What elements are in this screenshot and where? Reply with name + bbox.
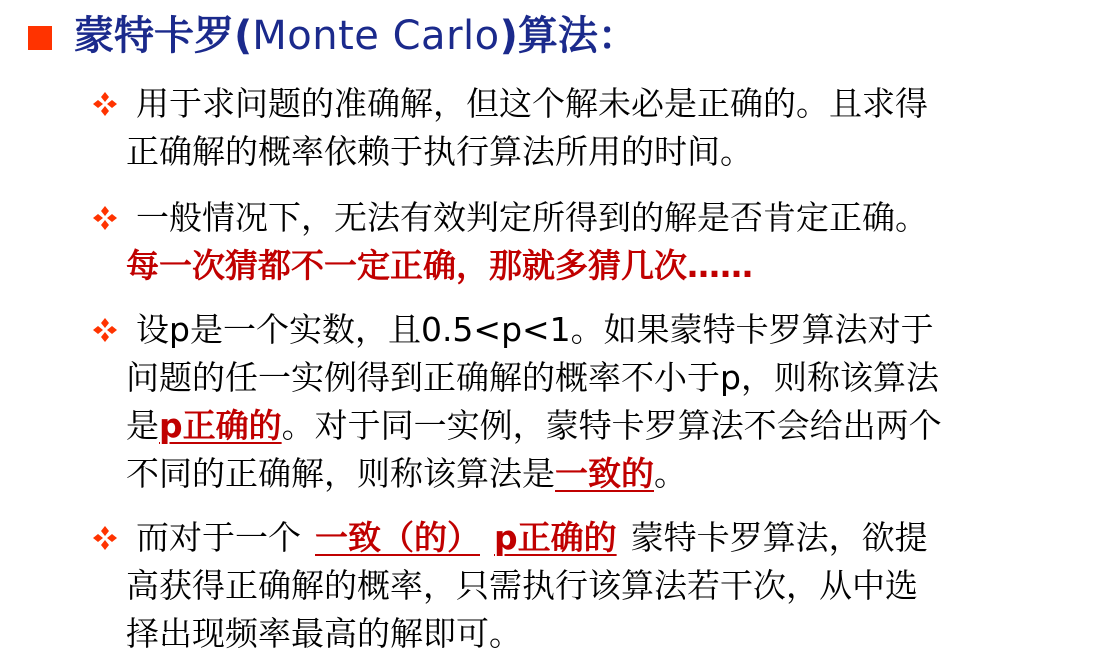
item-3-line-4 xyxy=(90,450,1100,498)
term-p-correct: p正确的 xyxy=(159,406,282,445)
bullet-item-2 xyxy=(90,194,1100,290)
diamond-bullet-icon xyxy=(90,194,124,242)
item-3-line-3 xyxy=(90,402,1100,450)
item-4-line-1-prefix: 而对于一个 xyxy=(136,518,301,557)
slide-title xyxy=(74,8,638,64)
bullet-item-4 xyxy=(90,514,1100,658)
item-3-line-2: 问题的任一实例得到正确解的概率不小于p，则称该算法 xyxy=(126,358,939,397)
item-3-line-4-suffix: 。 xyxy=(654,454,687,493)
term-p-correct-2: p正确的 xyxy=(494,518,617,557)
title-row xyxy=(28,8,638,64)
diamond-bullet-icon xyxy=(90,306,124,354)
title-close-paren: ) xyxy=(499,13,518,59)
item-3-line-3-prefix: 是 xyxy=(126,406,159,445)
title-cjk: 蒙特卡罗 xyxy=(74,13,234,59)
bullet-item-1 xyxy=(90,80,1100,176)
item-4-line-3: 择出现频率最高的解即可。 xyxy=(126,614,522,653)
diamond-bullet-icon xyxy=(90,80,124,128)
diamond-bullet-icon xyxy=(90,514,124,562)
item-4-line-1-suffix: 蒙特卡罗算法，欲提 xyxy=(630,518,928,557)
item-3-line-1: 设p是一个实数，且0.5<p<1。如果蒙特卡罗算法对于 xyxy=(136,310,934,349)
title-open-paren: ( xyxy=(234,13,253,59)
square-bullet-icon xyxy=(28,26,52,50)
term-consistent: 一致的 xyxy=(555,454,654,493)
bullet-item-3 xyxy=(90,306,1100,498)
item-1-line-2: 正确解的概率依赖于执行算法所用的时间。 xyxy=(126,132,753,171)
item-1-line-1: 用于求问题的准确解，但这个解未必是正确的。且求得 xyxy=(136,84,928,123)
title-suffix: 算法： xyxy=(517,13,638,59)
item-2-line-1: 一般情况下，无法有效判定所得到的解是否肯定正确。 xyxy=(136,198,928,237)
title-latin: Monte Carlo xyxy=(252,13,500,59)
term-consistent-de: 一致（的） xyxy=(315,518,480,557)
item-4-line-2: 高获得正确解的概率，只需执行该算法若干次，从中选 xyxy=(126,566,918,605)
item-3-line-4-prefix: 不同的正确解，则称该算法是 xyxy=(126,454,555,493)
item-3-line-3-suffix: 。对于同一实例，蒙特卡罗算法不会给出两个 xyxy=(281,406,942,445)
item-4-line-1 xyxy=(90,514,1100,562)
item-2-emphasis-line: 每一次猜都不一定正确，那就多猜几次…… xyxy=(126,246,753,285)
